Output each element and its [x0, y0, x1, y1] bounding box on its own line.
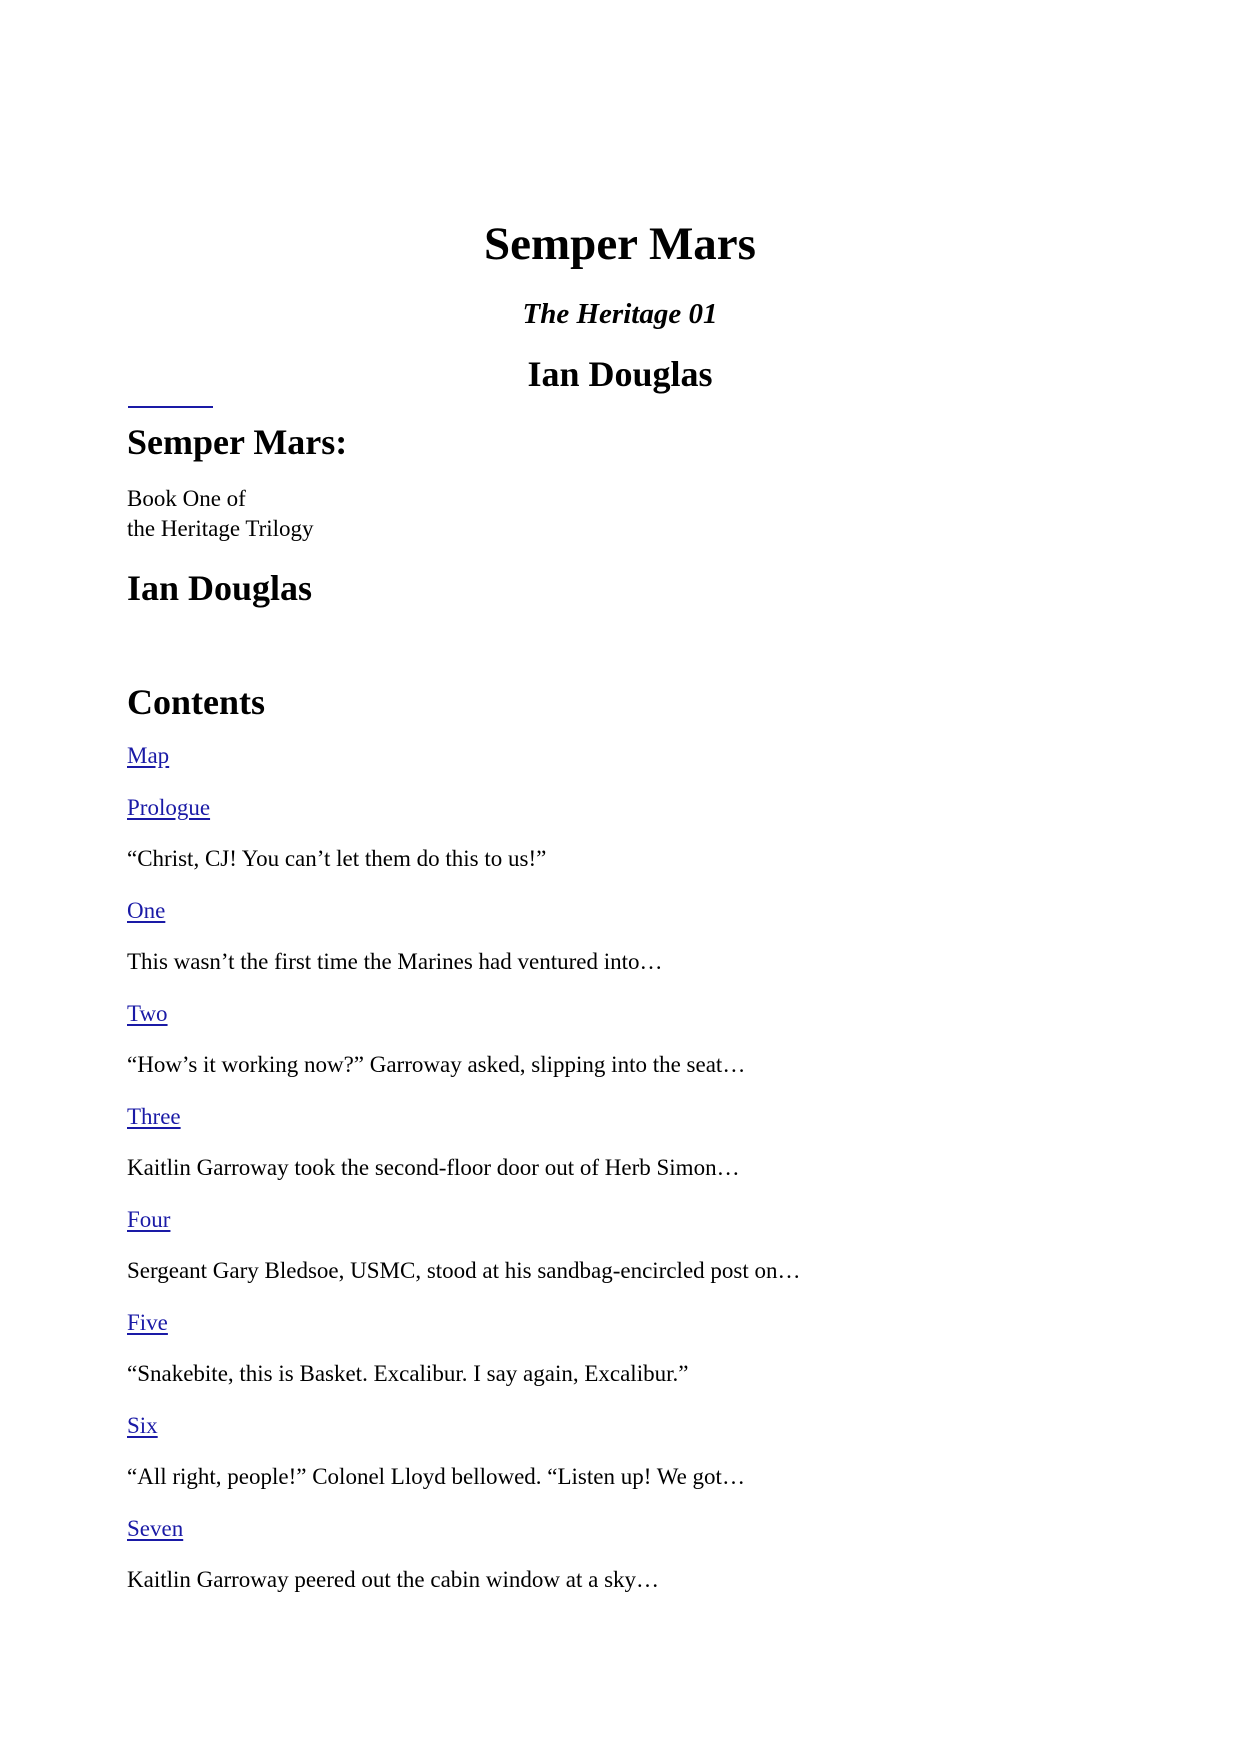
- toc-link-six[interactable]: Six: [127, 1413, 158, 1438]
- toc-excerpt: Sergeant Gary Bledsoe, USMC, stood at his sandbag-encircled post on…: [127, 1258, 801, 1283]
- toc-excerpt: Kaitlin Garroway peered out the cabin window at a sky…: [127, 1567, 660, 1592]
- toc-entry: [127, 893, 1127, 996]
- toc-entry: [127, 738, 1127, 790]
- toc-excerpt: “All right, people!” Colonel Lloyd bellowed. “Listen up! We got…: [127, 1464, 745, 1489]
- toc-link-map[interactable]: Map: [127, 743, 170, 768]
- toc-entry: [127, 790, 1127, 893]
- toc-entry: [127, 1408, 1127, 1511]
- book-title: Semper Mars:: [127, 422, 348, 462]
- table-of-contents: [127, 738, 1127, 1614]
- toc-entry: [127, 1511, 1127, 1614]
- toc-link-four[interactable]: Four: [127, 1207, 171, 1232]
- book-subtitle-line: Book One of: [127, 486, 246, 511]
- divider-rule: [128, 406, 213, 408]
- contents-heading: Contents: [127, 682, 266, 722]
- toc-link-two[interactable]: Two: [127, 1001, 168, 1026]
- series-subtitle: The Heritage 01: [522, 298, 718, 330]
- toc-link-prologue[interactable]: Prologue: [127, 795, 211, 820]
- toc-excerpt: “How’s it working now?” Garroway asked, slipping into the seat…: [127, 1052, 746, 1077]
- toc-excerpt: This wasn’t the first time the Marines had ventured into…: [127, 949, 663, 974]
- toc-link-seven[interactable]: Seven: [127, 1516, 184, 1541]
- toc-link-three[interactable]: Three: [127, 1104, 181, 1129]
- toc-excerpt: “Snakebite, this is Basket. Excalibur. I say again, Excalibur.”: [127, 1361, 689, 1386]
- toc-excerpt: “Christ, CJ! You can’t let them do this to us!”: [127, 846, 547, 871]
- toc-link-one[interactable]: One: [127, 898, 166, 923]
- header-author: Ian Douglas: [527, 354, 713, 394]
- toc-entry: [127, 1202, 1127, 1305]
- toc-excerpt: Kaitlin Garroway took the second-floor door out of Herb Simon…: [127, 1155, 740, 1180]
- toc-entry: [127, 1099, 1127, 1202]
- book-subtitle: [127, 484, 1127, 544]
- book-author: Ian Douglas: [127, 568, 313, 608]
- toc-link-five[interactable]: Five: [127, 1310, 168, 1335]
- toc-entry: [127, 1305, 1127, 1408]
- toc-entry: [127, 996, 1127, 1099]
- page-title: Semper Mars: [484, 218, 756, 270]
- book-subtitle-line: the Heritage Trilogy: [127, 516, 314, 541]
